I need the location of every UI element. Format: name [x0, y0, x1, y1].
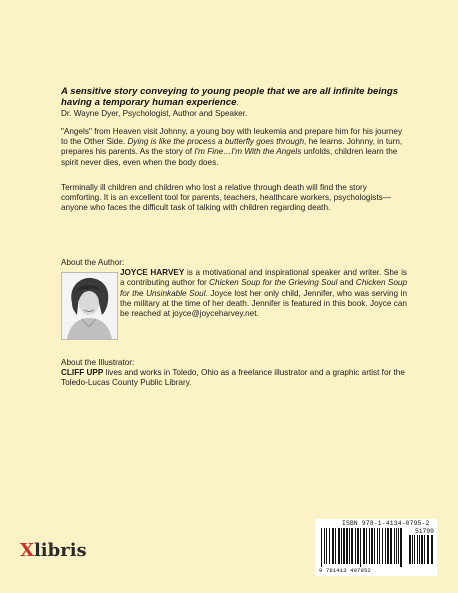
- isbn-number: ISBN 978-1-4134-0795-2: [342, 520, 430, 527]
- author-bio-text: is a motivational and inspirational speaker and writer. She is a contributing author for: [120, 268, 407, 288]
- author-name: JOYCE HARVEY: [120, 268, 185, 277]
- about-author-label: About the Author:: [61, 258, 125, 267]
- blurb-quote-text: A sensitive story conveying to young people that we are all infinite beings having a temporary human experience: [61, 86, 399, 109]
- author-bio-text: and: [337, 278, 356, 288]
- author-book-italic: Chicken Soup for the Grieving Soul: [209, 278, 338, 288]
- price-code: 51799: [415, 528, 434, 535]
- desc-text: , he learns. Johnny, in turn, prepares his parents. As the story of: [61, 137, 403, 157]
- illustrator-bio-text: lives and works in Toledo, Ohio as a freelance illustrator and a graphic artist for the Toledo-Lucas County Public Library.: [61, 368, 405, 388]
- about-illustrator-label: About the Illustrator:: [61, 358, 135, 367]
- blurb-quote-end: .: [236, 98, 239, 108]
- desc-text: Terminally ill children and children who lost a relative through death will find the story comforting. It is an excellent tool for parents, teachers, healthcare workers, psychologists—anyone who faces the difficult task of talking with children regarding death.: [61, 183, 391, 213]
- blurb-attribution: Dr. Wayne Dyer, Psychologist, Author and Speaker.: [61, 108, 248, 118]
- desc-italic-text: Dying is like the process a butterfly goes through: [127, 137, 305, 147]
- author-photo: [61, 272, 118, 340]
- logo-text: libris: [33, 540, 87, 561]
- author-bio-text: Joyce lost her only child, Jennifer, who was serving in the military at the time of her death. Jennifer is featured in this book. Joyce can be reached at joyce@joyceharvey.net.: [120, 288, 408, 319]
- logo-x: X: [20, 540, 34, 561]
- author-bio: [120, 268, 407, 319]
- publisher-logo: [20, 540, 87, 561]
- illustrator-bio: [61, 368, 406, 388]
- barcode-bars: [321, 528, 433, 568]
- description-paragraph-2: [61, 183, 406, 214]
- desc-text: unfolds, children learn the spirit never dies, even when the body does.: [61, 147, 398, 167]
- isbn-barcode: [315, 519, 437, 576]
- barcode-number: 9 781413 407952: [319, 567, 371, 574]
- description-paragraph-1: [61, 127, 406, 168]
- desc-text: "Angels" from Heaven visit Johnny, a young boy with leukemia and prepare him for his journey to the Other Side.: [61, 127, 403, 147]
- blurb-quote: [61, 86, 406, 119]
- author-book-italic: Chicken Soup for the Unsinkable Soul.: [120, 278, 407, 298]
- book-title-italic: I'm Fine…I'm With the Angels: [194, 147, 302, 157]
- illustrator-name: CLIFF UPP: [61, 368, 104, 377]
